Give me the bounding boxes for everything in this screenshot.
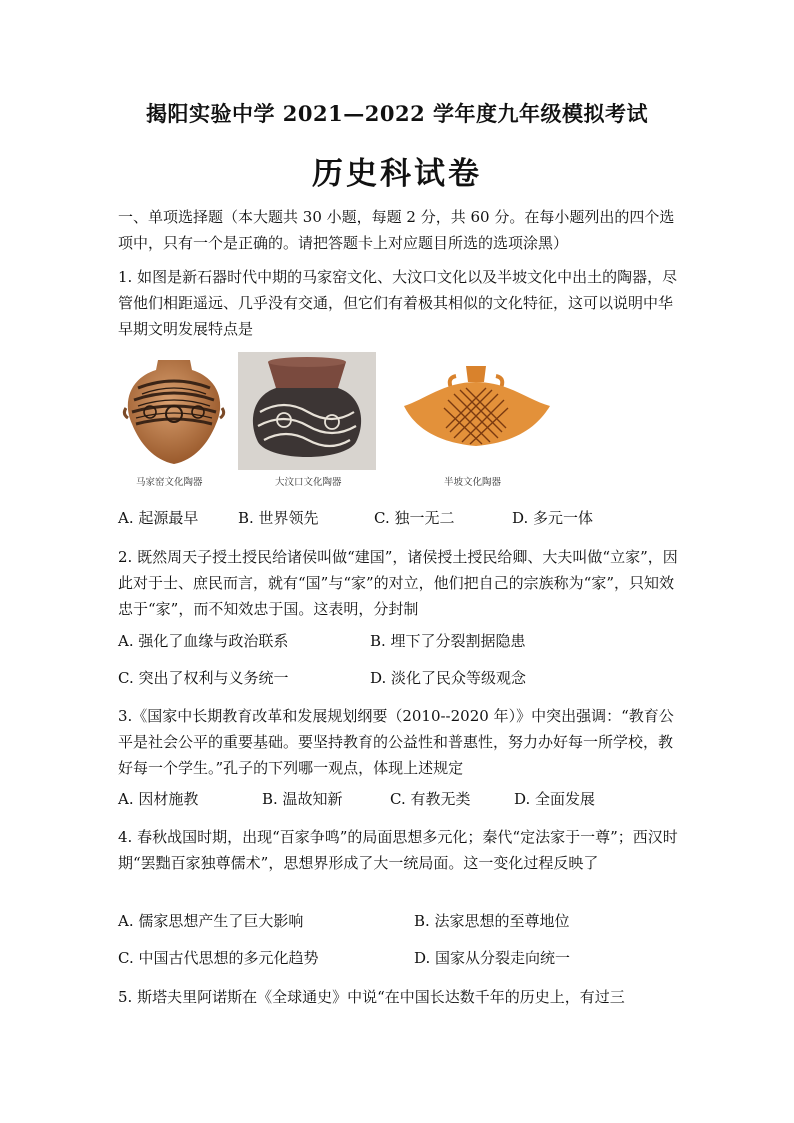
question-1-option-a[interactable]: A. 起源最早: [118, 509, 199, 527]
question-1-option-c[interactable]: C. 独一无二: [374, 509, 455, 527]
question-1-option-d[interactable]: D. 多元一体: [512, 509, 594, 527]
question-1-figure: [118, 352, 558, 492]
banpo-caption: 半坡文化陶器: [444, 477, 502, 488]
exam-title: 揭阳实验中学 2021—2022 学年度九年级模拟考试: [145, 101, 648, 126]
question-4-option-d[interactable]: D. 国家从分裂走向统一: [414, 949, 571, 967]
banpo-pottery-vessel-icon: [394, 360, 558, 464]
question-3-option-b[interactable]: B. 温故知新: [262, 790, 343, 808]
question-2-stem: 2. 既然周天子授土授民给诸侯叫做“建国”，诸侯授土授民给卿、大夫叫做“立家”，因此对于士、庶民而言，就有“国”与“家”的对立，他们把自己的宗族称为“家”，只知效忠于“家”，而不知效忠于国。这表明，分封制: [118, 548, 678, 618]
question-2-option-d[interactable]: D. 淡化了民众等级观念: [370, 669, 527, 687]
question-4-option-b[interactable]: B. 法家思想的至尊地位: [414, 912, 570, 930]
question-2-option-c[interactable]: C. 突出了权利与义务统一: [118, 669, 289, 687]
section-heading: 一、单项选择题（本大题共 30 小题，每题 2 分，共 60 分。在每小题列出的四个选项中，只有一个是正确的。请把答题卡上对应题目所选的选项涂黑）: [118, 208, 675, 252]
question-2-option-b[interactable]: B. 埋下了分裂割据隐患: [370, 632, 526, 650]
question-3-option-c[interactable]: C. 有教无类: [390, 790, 471, 808]
question-2-option-a[interactable]: A. 强化了血缘与政治联系: [118, 632, 289, 650]
question-1-stem: 1. 如图是新石器时代中期的马家窑文化、大汶口文化以及半坡文化中出土的陶器，尽管他们相距遥远、几乎没有交通，但它们有着极其相似的文化特征，这可以说明中华早期文明发展特点是: [118, 268, 678, 338]
question-3-option-a[interactable]: A. 因材施教: [118, 790, 199, 808]
dawenkou-pottery-pot-icon: [238, 352, 376, 470]
question-4-option-a[interactable]: A. 儒家思想产生了巨大影响: [118, 912, 304, 930]
question-3-option-d[interactable]: D. 全面发展: [514, 790, 596, 808]
dawenkou-caption: 大汶口文化陶器: [275, 477, 342, 488]
exam-subtitle: 历史科试卷: [312, 156, 482, 192]
question-1-option-b[interactable]: B. 世界领先: [238, 509, 319, 527]
majiayao-pottery-jar-icon: [118, 352, 230, 470]
majiayao-caption: 马家窑文化陶器: [136, 477, 203, 488]
question-4-option-c[interactable]: C. 中国古代思想的多元化趋势: [118, 949, 319, 967]
question-3-stem: 3.《国家中长期教育改革和发展规划纲要（2010--2020 年）》中突出强调：“教育公平是社会公平的重要基础。要坚持教育的公益性和普惠性，努力办好每一所学校，教好每一个学生。”孔子的下列哪一观点，体现上述规定: [118, 707, 674, 777]
question-5-stem: 5. 斯塔夫里阿诺斯在《全球通史》中说“在中国长达数千年的历史上，有过三: [118, 988, 625, 1006]
question-4-stem: 4. 春秋战国时期，出现“百家争鸣”的局面思想多元化；秦代“定法家于一尊”；西汉时期“罢黜百家独尊儒术”，思想界形成了大一统局面。这一变化过程反映了: [118, 828, 678, 872]
